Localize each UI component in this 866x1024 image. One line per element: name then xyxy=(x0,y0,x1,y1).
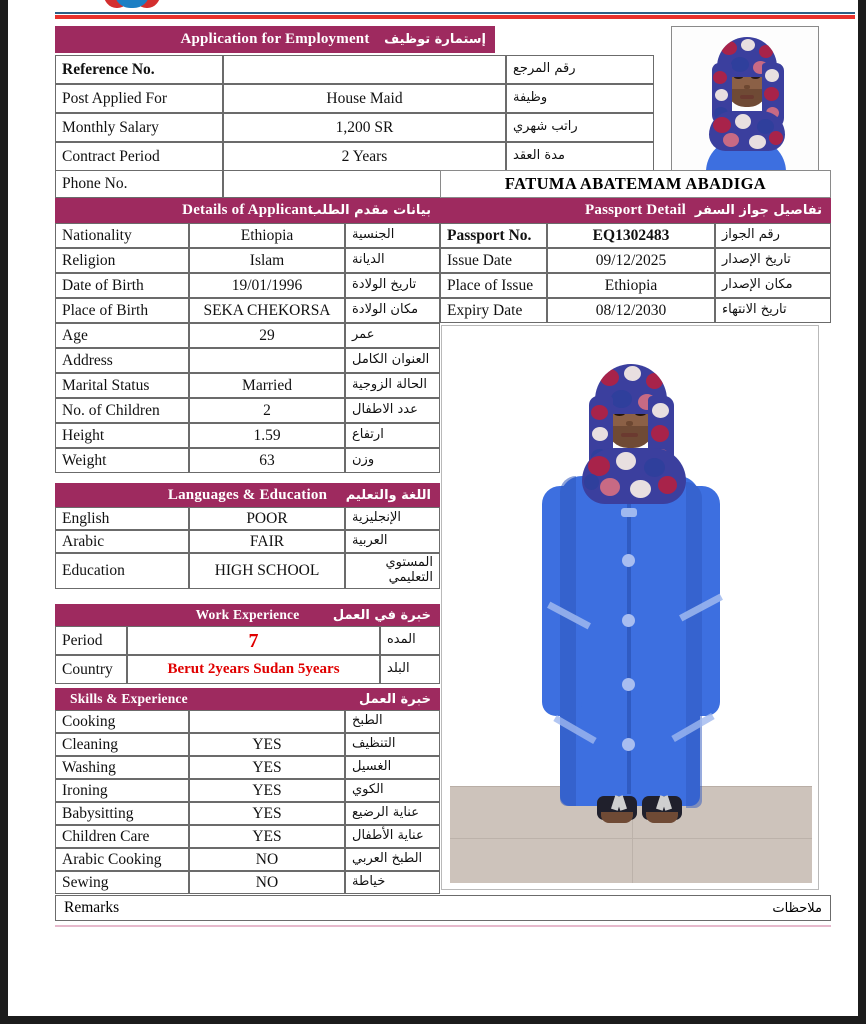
skills-label-6: Arabic Cooking xyxy=(55,848,189,871)
details-arabic-6: الحالة الزوجية xyxy=(345,373,440,398)
employment-arabic-2: راتب شهري xyxy=(506,113,654,142)
skills-heading-band-title-arabic: خبرة العمل xyxy=(359,691,431,707)
details-arabic-4: عمر xyxy=(345,323,440,348)
languages-value-0[interactable]: POOR xyxy=(189,507,345,530)
details-arabic-8: ارتفاع xyxy=(345,423,440,448)
passport-value-1[interactable]: 09/12/2025 xyxy=(547,248,715,273)
phone-label: Phone No. xyxy=(55,170,223,198)
details-value-7[interactable]: 2 xyxy=(189,398,345,423)
employment-value-3[interactable]: 2 Years xyxy=(223,142,506,171)
passport-value-2[interactable]: Ethiopia xyxy=(547,273,715,298)
details-value-8[interactable]: 1.59 xyxy=(189,423,345,448)
work-heading-band-title-arabic: خبرة في العمل xyxy=(332,607,431,623)
work-arabic-1: البلد xyxy=(380,655,440,684)
work-arabic-0: المده xyxy=(380,626,440,655)
skills-label-3: Ironing xyxy=(55,779,189,802)
details-label-8: Height xyxy=(55,423,189,448)
header-divider-rules xyxy=(55,12,855,19)
details-arabic-0: الجنسية xyxy=(345,223,440,248)
passport-label-2: Place of Issue xyxy=(440,273,547,298)
employment-arabic-3: مدة العقد xyxy=(506,142,654,171)
skills-arabic-3: الكوي xyxy=(345,779,440,802)
employment-label-0: Reference No. xyxy=(55,55,223,84)
passport-arabic-1: تاريخ الإصدار xyxy=(715,248,831,273)
passport-heading-band xyxy=(440,198,831,223)
skills-label-5: Children Care xyxy=(55,825,189,848)
employment-arabic-0: رقم المرجع xyxy=(506,55,654,84)
languages-label-0: English xyxy=(55,507,189,530)
work-label-1: Country xyxy=(55,655,127,684)
skills-value-1[interactable]: YES xyxy=(189,733,345,756)
languages-heading-band xyxy=(55,483,440,507)
details-label-9: Weight xyxy=(55,448,189,473)
languages-heading-band-title-arabic: اللغة والتعليم xyxy=(345,487,431,503)
skills-label-1: Cleaning xyxy=(55,733,189,756)
details-label-3: Place of Birth xyxy=(55,298,189,323)
passport-value-3[interactable]: 08/12/2030 xyxy=(547,298,715,323)
details-value-2[interactable]: 19/01/1996 xyxy=(189,273,345,298)
form-title: Application for Employment xyxy=(180,31,370,47)
details-value-3[interactable]: SEKA CHEKORSA xyxy=(189,298,345,323)
passport-value-0[interactable]: EQ1302483 xyxy=(547,223,715,248)
skills-value-7[interactable]: NO xyxy=(189,871,345,894)
details-value-0[interactable]: Ethiopia xyxy=(189,223,345,248)
passport-arabic-0: رقم الجواز xyxy=(715,223,831,248)
languages-arabic-2: المستوي التعليمي xyxy=(345,553,440,589)
passport-label-0: Passport No. xyxy=(440,223,547,248)
document-page xyxy=(8,0,858,1016)
languages-arabic-1: العربية xyxy=(345,530,440,553)
applicant-fullbody-photo xyxy=(441,325,819,890)
skills-label-0: Cooking xyxy=(55,710,189,733)
details-arabic-1: الديانة xyxy=(345,248,440,273)
form-title-arabic: إستمارة توظيف xyxy=(384,32,486,47)
applicant-name-bar: FATUMA ABATEMAM ABADIGA xyxy=(440,170,831,198)
work-value-1[interactable]: Berut 2years Sudan 5years xyxy=(127,655,380,684)
skills-arabic-2: الغسيل xyxy=(345,756,440,779)
skills-arabic-7: خياطة xyxy=(345,871,440,894)
details-value-1[interactable]: Islam xyxy=(189,248,345,273)
work-label-0: Period xyxy=(55,626,127,655)
details-value-4[interactable]: 29 xyxy=(189,323,345,348)
work-heading-band xyxy=(55,604,440,626)
passport-label-3: Expiry Date xyxy=(440,298,547,323)
skills-arabic-4: عناية الرضيع xyxy=(345,802,440,825)
employment-value-0[interactable] xyxy=(223,55,506,84)
details-label-6: Marital Status xyxy=(55,373,189,398)
details-value-5[interactable] xyxy=(189,348,345,373)
skills-label-7: Sewing xyxy=(55,871,189,894)
skills-heading-band xyxy=(55,688,440,710)
details-label-5: Address xyxy=(55,348,189,373)
details-heading-band-title-arabic: بيانات مقدم الطلب xyxy=(308,203,431,218)
details-heading-band xyxy=(55,198,440,223)
skills-arabic-6: الطبخ العربي xyxy=(345,848,440,871)
languages-label-2: Education xyxy=(55,553,189,589)
skills-heading-band-title: Skills & Experience xyxy=(70,691,188,706)
details-value-6[interactable]: Married xyxy=(189,373,345,398)
form-title-band xyxy=(55,26,495,53)
details-arabic-9: وزن xyxy=(345,448,440,473)
skills-value-2[interactable]: YES xyxy=(189,756,345,779)
languages-value-1[interactable]: FAIR xyxy=(189,530,345,553)
skills-value-6[interactable]: NO xyxy=(189,848,345,871)
languages-heading-band-title: Languages & Education xyxy=(167,486,328,503)
details-value-9[interactable]: 63 xyxy=(189,448,345,473)
remarks-label: Remarks xyxy=(64,899,120,916)
skills-value-3[interactable]: YES xyxy=(189,779,345,802)
remarks-label-arabic: ملاحظات xyxy=(772,900,822,916)
skills-arabic-1: التنظيف xyxy=(345,733,440,756)
skills-arabic-5: عناية الأطفال xyxy=(345,825,440,848)
details-label-4: Age xyxy=(55,323,189,348)
details-label-1: Religion xyxy=(55,248,189,273)
employment-value-2[interactable]: 1,200 SR xyxy=(223,113,506,142)
details-heading-band-title: Details of Applicant xyxy=(182,202,313,218)
applicant-portrait-photo xyxy=(671,26,819,171)
work-value-0[interactable]: 7 xyxy=(127,626,380,655)
employment-label-2: Monthly Salary xyxy=(55,113,223,142)
employment-label-3: Contract Period xyxy=(55,142,223,171)
details-label-2: Date of Birth xyxy=(55,273,189,298)
languages-label-1: Arabic xyxy=(55,530,189,553)
details-arabic-7: عدد الاطفال xyxy=(345,398,440,423)
employment-arabic-1: وظيفة xyxy=(506,84,654,113)
passport-label-1: Issue Date xyxy=(440,248,547,273)
details-arabic-2: تاريخ الولادة xyxy=(345,273,440,298)
details-label-0: Nationality xyxy=(55,223,189,248)
footer-rule xyxy=(55,925,831,927)
passport-arabic-2: مكان الإصدار xyxy=(715,273,831,298)
details-arabic-3: مكان الولادة xyxy=(345,298,440,323)
employment-value-1[interactable]: House Maid xyxy=(223,84,506,113)
passport-arabic-3: تاريخ الانتهاء xyxy=(715,298,831,323)
details-arabic-5: العنوان الكامل xyxy=(345,348,440,373)
passport-heading-band-title: Passport Detail xyxy=(585,202,686,218)
skills-value-5[interactable]: YES xyxy=(189,825,345,848)
skills-label-2: Washing xyxy=(55,756,189,779)
skills-value-4[interactable]: YES xyxy=(189,802,345,825)
work-heading-band-title: Work Experience xyxy=(195,607,300,622)
remarks-row[interactable] xyxy=(55,895,831,921)
languages-arabic-0: الإنجليزية xyxy=(345,507,440,530)
employment-label-1: Post Applied For xyxy=(55,84,223,113)
details-label-7: No. of Children xyxy=(55,398,189,423)
languages-value-2[interactable]: HIGH SCHOOL xyxy=(189,553,345,589)
passport-heading-band-title-arabic: تفاصيل جواز السفر xyxy=(694,203,822,218)
skills-label-4: Babysitting xyxy=(55,802,189,825)
skills-value-0[interactable] xyxy=(189,710,345,733)
skills-arabic-0: الطبخ xyxy=(345,710,440,733)
